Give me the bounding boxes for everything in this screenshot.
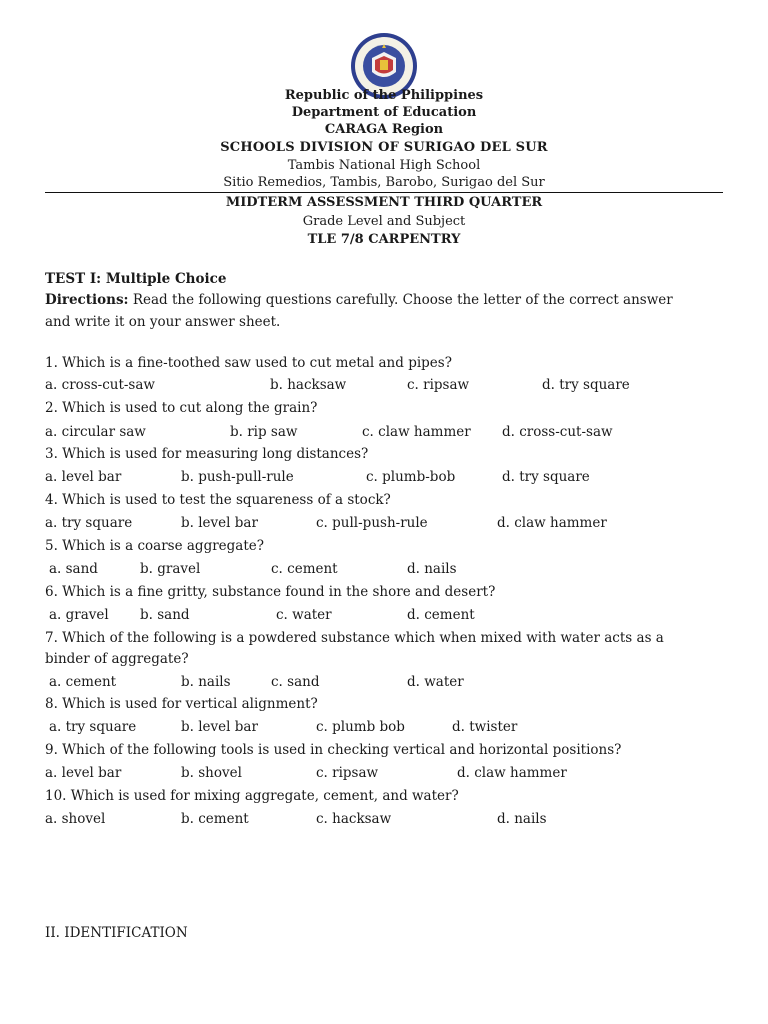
- q8-option-c: c. plumb bob: [316, 719, 405, 735]
- department-line: Department of Education: [291, 105, 477, 120]
- q2-option-d: d. cross-cut-saw: [502, 424, 613, 440]
- q1-option-d: d. try square: [542, 377, 630, 393]
- q6-option-a: a. gravel: [49, 607, 109, 623]
- q1-option-a: a. cross-cut-saw: [45, 377, 155, 393]
- q4-option-b: b. level bar: [181, 515, 258, 531]
- question-4: 4. Which is used to test the squareness of a stock?: [45, 492, 391, 508]
- q1-option-c: c. ripsaw: [407, 377, 470, 393]
- directions-text-2: and write it on your answer sheet.: [45, 314, 281, 330]
- directions-text: Read the following questions carefully. Choose the letter of the correct answer: [128, 292, 673, 308]
- q6-option-b: b. sand: [140, 607, 190, 623]
- q2-option-c: c. claw hammer: [362, 424, 471, 440]
- q3-option-a: a. level bar: [45, 469, 122, 485]
- q7-option-d: d. water: [407, 674, 464, 690]
- q9-option-d: d. claw hammer: [457, 765, 567, 781]
- question-2: 2. Which is used to cut along the grain?: [45, 400, 318, 416]
- division-line: SCHOOLS DIVISION OF SURIGAO DEL SUR: [220, 140, 548, 155]
- question-7: 7. Which of the following is a powdered substance which when mixed with water acts as a: [45, 630, 664, 646]
- q5-option-b: b. gravel: [140, 561, 201, 577]
- q2-option-b: b. rip saw: [230, 424, 298, 440]
- q7-option-b: b. nails: [181, 674, 231, 690]
- q5-option-d: d. nails: [407, 561, 457, 577]
- q5-option-c: c. cement: [271, 561, 338, 577]
- q4-option-a: a. try square: [45, 515, 133, 531]
- q9-option-a: a. level bar: [45, 765, 122, 781]
- directions: [45, 292, 673, 308]
- q6-option-c: c. water: [276, 607, 332, 623]
- q3-option-d: d. try square: [502, 469, 590, 485]
- q10-option-d: d. nails: [497, 811, 547, 827]
- q5-option-a: a. sand: [49, 561, 98, 577]
- q4-option-d: d. claw hammer: [497, 515, 607, 531]
- q10-option-a: a. shovel: [45, 811, 106, 827]
- q8-option-d: d. twister: [452, 719, 518, 735]
- directions-label: Directions:: [45, 292, 129, 308]
- subject-title: TLE 7/8 CARPENTRY: [307, 232, 461, 247]
- q10-option-c: c. hacksaw: [316, 811, 392, 827]
- q2-option-a: a. circular saw: [45, 424, 146, 440]
- test2-title: II. IDENTIFICATION: [45, 925, 188, 941]
- q7-option-a: a. cement: [49, 674, 117, 690]
- question-10: 10. Which is used for mixing aggregate, cement, and water?: [45, 788, 459, 804]
- q3-option-c: c. plumb-bob: [366, 469, 456, 485]
- grade-label: Grade Level and Subject: [302, 214, 466, 229]
- address-line: Sitio Remedios, Tambis, Barobo, Surigao del Sur: [223, 175, 545, 190]
- q8-option-a: a. try square: [49, 719, 137, 735]
- question-9: 9. Which of the following tools is used in checking vertical and horizontal positions?: [45, 742, 622, 758]
- question-5: 5. Which is a coarse aggregate?: [45, 538, 264, 554]
- q9-option-c: c. ripsaw: [316, 765, 379, 781]
- test1-title: TEST I: Multiple Choice: [45, 271, 227, 287]
- question-1: 1. Which is a fine-toothed saw used to cut metal and pipes?: [45, 355, 452, 371]
- q3-option-b: b. push-pull-rule: [181, 469, 294, 485]
- question-7-cont: binder of aggregate?: [45, 651, 189, 667]
- school-line: Tambis National High School: [287, 158, 481, 173]
- republic-line: Republic of the Philippines: [284, 88, 484, 103]
- region-line: CARAGA Region: [324, 122, 444, 137]
- q7-option-c: c. sand: [271, 674, 320, 690]
- q8-option-b: b. level bar: [181, 719, 258, 735]
- q6-option-d: d. cement: [407, 607, 475, 623]
- q4-option-c: c. pull-push-rule: [316, 515, 428, 531]
- q1-option-b: b. hacksaw: [270, 377, 347, 393]
- question-8: 8. Which is used for vertical alignment?: [45, 696, 318, 712]
- question-3: 3. Which is used for measuring long distances?: [45, 446, 369, 462]
- header-divider: [45, 192, 723, 193]
- q10-option-b: b. cement: [181, 811, 249, 827]
- q9-option-b: b. shovel: [181, 765, 242, 781]
- question-6: 6. Which is a fine gritty, substance found in the shore and desert?: [45, 584, 496, 600]
- exam-title: MIDTERM ASSESSMENT THIRD QUARTER: [225, 195, 543, 210]
